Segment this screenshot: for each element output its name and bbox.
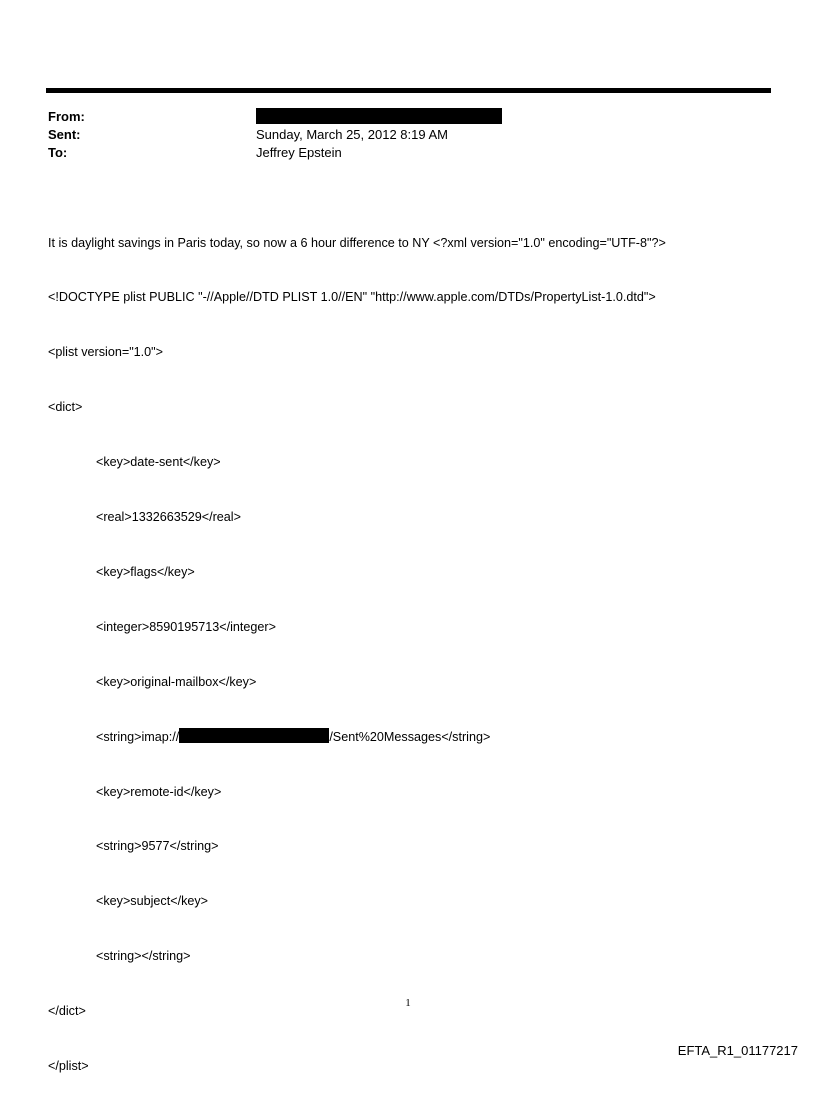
body-line: <plist version="1.0"> <box>48 345 164 360</box>
body-line: <key>flags</key> <box>96 564 195 579</box>
sent-row <box>48 125 768 143</box>
body-line-imap <box>48 728 778 746</box>
body-line: <key>subject</key> <box>96 894 209 909</box>
body-line: It is daylight savings in Paris today, so now a 6 hour difference to NY <?xml version="1.0" encoding="UTF-8"?> <box>48 235 666 250</box>
body-line: </dict> <box>48 1004 86 1019</box>
email-body <box>48 197 778 1094</box>
redaction-box <box>256 108 502 124</box>
body-line: <string></string> <box>96 949 191 964</box>
page-number: 1 <box>405 997 411 1009</box>
imap-suffix: /Sent%20Messages</string> <box>329 729 491 744</box>
redaction-box <box>179 728 329 743</box>
document-id: EFTA_R1_01177217 <box>677 1043 798 1058</box>
from-label: From: <box>48 108 85 124</box>
from-value <box>256 108 768 125</box>
to-value: Jeffrey Epstein <box>256 144 342 160</box>
email-header <box>48 107 768 161</box>
imap-prefix: <string>imap:// <box>96 729 180 744</box>
body-line: </plist> <box>48 1058 89 1073</box>
body-line: <key>original-mailbox</key> <box>96 674 257 689</box>
body-line: <integer>8590195713</integer> <box>96 619 276 634</box>
body-line: <key>remote-id</key> <box>96 784 222 799</box>
sent-value: Sunday, March 25, 2012 8:19 AM <box>256 126 448 142</box>
sent-label: Sent: <box>48 126 81 142</box>
header-rule <box>46 88 771 93</box>
body-line: <dict> <box>48 400 83 415</box>
body-line: <key>date-sent</key> <box>96 455 221 470</box>
body-line: <string>9577</string> <box>96 839 219 854</box>
to-label: To: <box>48 144 68 160</box>
to-row <box>48 143 768 161</box>
body-line: <!DOCTYPE plist PUBLIC "-//Apple//DTD PLIST 1.0//EN" "http://www.apple.com/DTDs/PropertyList-1.0.dtd"> <box>48 290 656 305</box>
body-line: <real>1332663529</real> <box>96 510 241 525</box>
from-row <box>48 107 768 125</box>
